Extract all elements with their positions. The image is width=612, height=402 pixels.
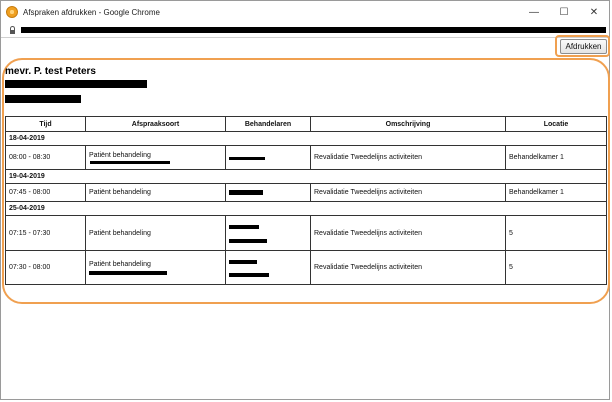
redacted-practitioner: [229, 157, 265, 160]
date-group-row: [6, 132, 607, 146]
time-cell: 07:30 - 08:00: [6, 251, 86, 285]
redacted-detail: [90, 161, 170, 164]
lock-icon: [10, 30, 15, 34]
table-row: [6, 146, 607, 170]
window-controls: [519, 1, 609, 23]
column-header-type: Afspraaksoort: [86, 117, 226, 132]
type-cell: Patiënt behandeling: [86, 216, 226, 251]
type-cell: [86, 251, 226, 285]
description-cell: Revalidatie Tweedelijns activiteiten: [311, 146, 506, 170]
practitioner-cell: [226, 146, 311, 170]
column-header-practitioners: Behandelaren: [226, 117, 311, 132]
patient-name: mevr. P. test Peters: [5, 66, 96, 77]
description-cell: Revalidatie Tweedelijns activiteiten: [311, 184, 506, 202]
date-label: 19-04-2019: [6, 170, 607, 184]
time-cell: 07:45 - 08:00: [6, 184, 86, 202]
column-header-description: Omschrijving: [311, 117, 506, 132]
redacted-detail: [89, 271, 167, 275]
title-bar: [1, 1, 609, 23]
minimize-button[interactable]: —: [529, 6, 539, 18]
print-button[interactable]: Afdrukken: [560, 39, 607, 54]
close-button[interactable]: ✕: [589, 6, 599, 18]
redacted-practitioner: [229, 225, 259, 229]
date-group-row: [6, 170, 607, 184]
column-header-time: Tijd: [6, 117, 86, 132]
table-header-row: [6, 117, 607, 132]
address-bar[interactable]: [1, 23, 609, 38]
location-cell: 5: [506, 216, 607, 251]
location-cell: 5: [506, 251, 607, 285]
column-header-location: Locatie: [506, 117, 607, 132]
redacted-practitioner: [229, 273, 269, 277]
location-cell: Behandelkamer 1: [506, 146, 607, 170]
maximize-button[interactable]: ☐: [559, 6, 569, 18]
time-cell: 07:15 - 07:30: [6, 216, 86, 251]
redacted-practitioner: [229, 260, 257, 264]
appointments-table: [5, 116, 607, 285]
practitioner-cell: [226, 216, 311, 251]
redacted-line-1: [5, 80, 147, 88]
url-redaction: [21, 27, 606, 33]
type-cell: [86, 146, 226, 170]
date-label: 25-04-2019: [6, 202, 607, 216]
description-cell: Revalidatie Tweedelijns activiteiten: [311, 216, 506, 251]
practitioner-cell: [226, 184, 311, 202]
description-cell: Revalidatie Tweedelijns activiteiten: [311, 251, 506, 285]
type-text: Patiënt behandeling: [89, 151, 151, 159]
redacted-practitioner: [229, 239, 267, 243]
location-cell: Behandelkamer 1: [506, 184, 607, 202]
window-title: Afspraken afdrukken - Google Chrome: [23, 7, 160, 17]
table-row: [6, 251, 607, 285]
table-row: [6, 216, 607, 251]
date-label: 18-04-2019: [6, 132, 607, 146]
time-cell: 08:00 - 08:30: [6, 146, 86, 170]
type-cell: Patiënt behandeling: [86, 184, 226, 202]
practitioner-cell: [226, 251, 311, 285]
redacted-practitioner: [229, 190, 263, 195]
table-row: [6, 184, 607, 202]
date-group-row: [6, 202, 607, 216]
type-text: Patiënt behandeling: [89, 260, 151, 268]
redacted-line-2: [5, 95, 81, 103]
app-icon: [6, 6, 18, 18]
